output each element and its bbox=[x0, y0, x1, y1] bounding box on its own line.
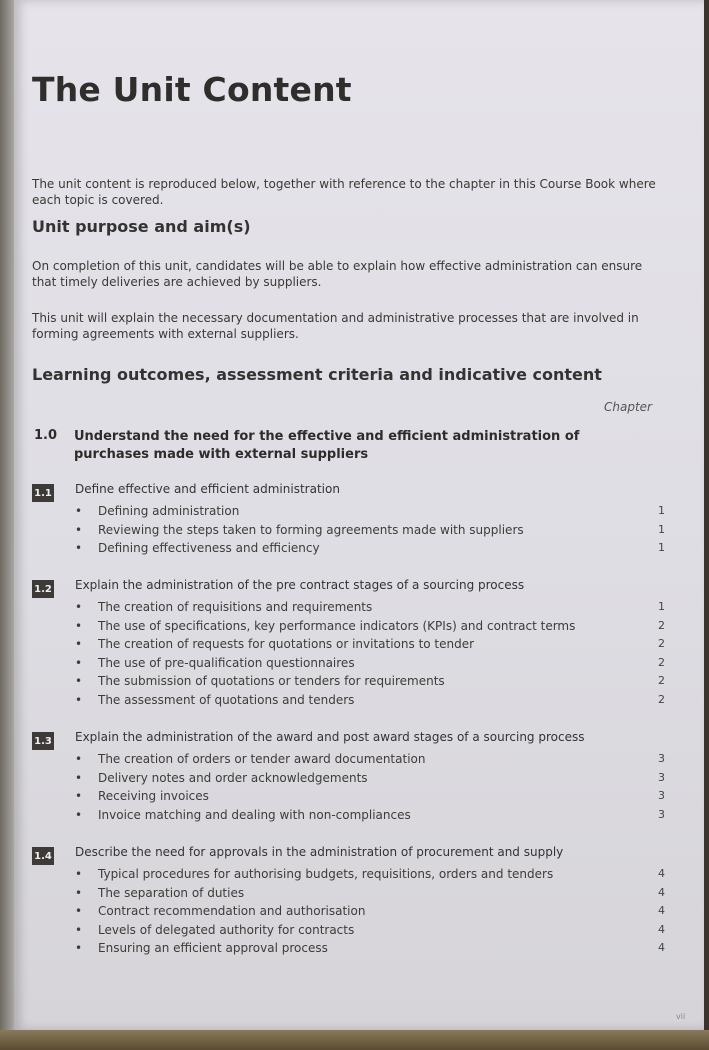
content-item bbox=[75, 637, 665, 656]
bullet-icon: • bbox=[75, 600, 83, 614]
content-item-text: Invoice matching and dealing with non-compliances bbox=[98, 807, 411, 822]
content-item bbox=[75, 674, 665, 693]
bullet-icon: • bbox=[75, 770, 83, 785]
content-item bbox=[75, 541, 665, 560]
content-item-chapter: 3 bbox=[658, 770, 665, 784]
criterion-title: Explain the administration of the award and post award stages of a sourcing process bbox=[75, 730, 585, 744]
content-item bbox=[75, 923, 665, 942]
bullet-icon: • bbox=[75, 618, 83, 633]
content-item-chapter: 2 bbox=[658, 674, 665, 687]
content-item bbox=[75, 656, 665, 675]
content-item bbox=[75, 504, 665, 523]
bullet-icon: • bbox=[75, 655, 83, 670]
content-item-chapter: 3 bbox=[658, 789, 665, 802]
content-item-chapter: 2 bbox=[658, 618, 665, 632]
bullet-icon: • bbox=[75, 522, 83, 537]
bullet-icon: • bbox=[75, 637, 83, 651]
content-item bbox=[75, 771, 665, 790]
content-item-text: The creation of requisitions and requirements bbox=[98, 600, 373, 614]
table-surface bbox=[0, 1030, 709, 1050]
purpose-paragraph-1: On completion of this unit, candidates will be able to explain how effective administration can ensure that timely deliveries are achieved by suppliers. bbox=[32, 259, 643, 289]
content-item-chapter: 1 bbox=[658, 600, 665, 613]
content-item-chapter: 3 bbox=[658, 752, 665, 765]
criterion-number-badge: 1.1 bbox=[32, 484, 54, 502]
content-item bbox=[75, 789, 665, 808]
content-item-text: The assessment of quotations and tenders bbox=[98, 692, 355, 707]
bullet-icon: • bbox=[75, 904, 83, 918]
criterion-number-badge: 1.4 bbox=[32, 847, 54, 865]
content-item bbox=[75, 523, 665, 542]
content-item bbox=[75, 600, 665, 619]
content-item-text: The submission of quotations or tenders for requirements bbox=[98, 674, 445, 688]
content-item-chapter: 2 bbox=[658, 637, 665, 650]
purpose-heading: Unit purpose and aim(s) bbox=[32, 217, 251, 236]
content-item-text: Levels of delegated authority for contracts bbox=[98, 922, 355, 937]
content-item bbox=[75, 867, 665, 886]
content-item-chapter: 4 bbox=[658, 904, 665, 917]
content-item-chapter: 1 bbox=[658, 541, 665, 554]
content-item-text: The separation of duties bbox=[98, 885, 245, 900]
content-item-chapter: 4 bbox=[658, 941, 665, 954]
content-item-chapter: 4 bbox=[658, 867, 665, 880]
content-item-chapter: 2 bbox=[658, 655, 665, 669]
content-item bbox=[75, 619, 665, 638]
content-item-text: Delivery notes and order acknowledgements bbox=[98, 770, 368, 785]
book-spine-edge bbox=[0, 0, 14, 1030]
criterion-title: Describe the need for approvals in the administration of procurement and supply bbox=[75, 845, 564, 859]
content-item bbox=[75, 752, 665, 771]
page-number: vii bbox=[676, 1012, 686, 1021]
content-item-text: Typical procedures for authorising budgets, requisitions, orders and tenders bbox=[98, 867, 554, 881]
content-item-text: The use of specifications, key performance indicators (KPIs) and contract terms bbox=[98, 618, 576, 633]
outcome-text: Understand the need for the effective and efficient administration of purchases made with external suppliers bbox=[74, 429, 580, 462]
content-item-text: The creation of requests for quotations or invitations to tender bbox=[98, 637, 475, 651]
bullet-icon: • bbox=[75, 922, 83, 937]
content-item-text: Ensuring an efficient approval process bbox=[98, 941, 328, 955]
bullet-icon: • bbox=[75, 692, 83, 707]
content-item-chapter: 1 bbox=[658, 522, 665, 536]
content-item bbox=[75, 693, 665, 712]
content-item-text: The creation of orders or tender award documentation bbox=[98, 752, 426, 766]
content-item bbox=[75, 904, 665, 923]
outcome-number: 1.0 bbox=[34, 428, 58, 443]
bullet-icon: • bbox=[75, 752, 83, 766]
criterion-title: Define effective and efficient administration bbox=[75, 482, 340, 496]
bullet-icon: • bbox=[75, 885, 83, 900]
bullet-icon: • bbox=[75, 674, 83, 688]
content-item-chapter: 4 bbox=[658, 922, 665, 936]
content-item-text: Defining effectiveness and efficiency bbox=[98, 541, 320, 555]
bullet-icon: • bbox=[75, 941, 83, 955]
content-item-chapter: 1 bbox=[658, 504, 665, 517]
content-item bbox=[75, 808, 665, 827]
intro-paragraph: The unit content is reproduced below, together with reference to the chapter in this Course Book where each topic is covered. bbox=[32, 177, 656, 207]
page-title: The Unit Content bbox=[32, 70, 352, 109]
content-item-text: Reviewing the steps taken to forming agreements made with suppliers bbox=[98, 522, 524, 537]
content-item-chapter: 2 bbox=[658, 692, 665, 706]
bullet-icon: • bbox=[75, 789, 83, 803]
content-item-text: Receiving invoices bbox=[98, 789, 209, 803]
criterion-title: Explain the administration of the pre contract stages of a sourcing process bbox=[75, 578, 525, 592]
content-item-chapter: 3 bbox=[658, 807, 665, 821]
content-item bbox=[75, 941, 665, 960]
chapter-column-label: Chapter bbox=[604, 400, 652, 414]
bullet-icon: • bbox=[75, 867, 83, 881]
bullet-icon: • bbox=[75, 504, 83, 518]
content-item-text: The use of pre-qualification questionnaires bbox=[98, 655, 355, 670]
purpose-paragraph-2: This unit will explain the necessary documentation and administrative processes that are involved in forming agreements with external suppliers. bbox=[32, 311, 639, 341]
outcomes-heading: Learning outcomes, assessment criteria and indicative content bbox=[32, 365, 602, 384]
criterion-number-badge: 1.3 bbox=[32, 732, 54, 750]
criterion-number-badge: 1.2 bbox=[32, 580, 54, 598]
content-item-text: Defining administration bbox=[98, 504, 240, 518]
document-page bbox=[14, 0, 704, 1030]
bullet-icon: • bbox=[75, 541, 83, 555]
content-item-chapter: 4 bbox=[658, 885, 665, 899]
bullet-icon: • bbox=[75, 807, 83, 822]
content-item-text: Contract recommendation and authorisation bbox=[98, 904, 366, 918]
content-item bbox=[75, 886, 665, 905]
